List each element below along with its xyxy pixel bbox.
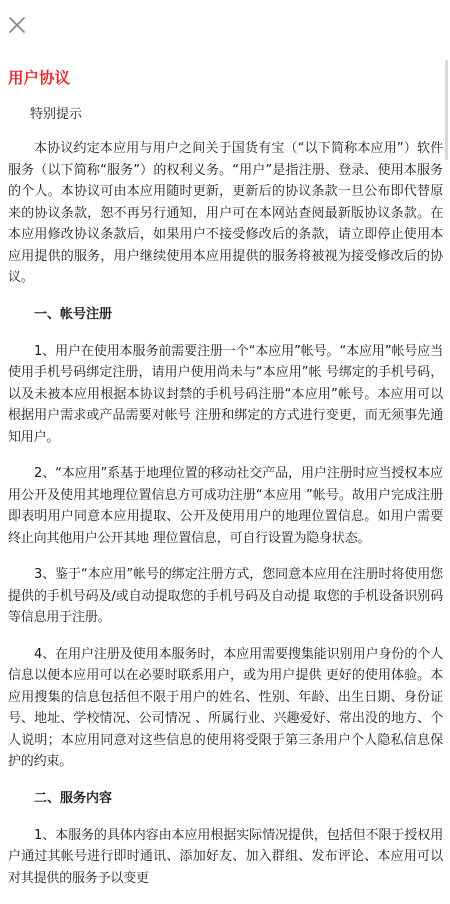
intro-paragraph: 本协议约定本应用与用户之间关于国货有宝（“以下简称本应用”）软件服务（以下简称“服务”）的权利义务。“用户”是指注册、登录、使用本服务的个人。本协议可由本应用随时更新，更新后的协议条款一旦公布即代替原来的协议条款，恕不再另行通知，用户可在本网站查阅最新版协议条款。在本应用修改协议条款后，如果用户不接受修改后的条款，请立即停止使用本应用提供的服务，用户继续使用本应用提供的服务将被视为接受修改后的协议。 — [8, 141, 443, 285]
section-heading-account: 一、帐号注册 — [34, 306, 113, 322]
account-paragraph-1: 1、用户在使用本服务前需要注册一个“本应用”帐号。“本应用”帐号应当使用手机号码绑定注册，请用户使用尚未与“本应用”帐 号绑定的手机号码，以及未被本应用根据本协议封禁的手机号码注册“本应用”帐号。本应用可以根据用户需求或产品需要对帐号 注册和绑定的方式进行变更，而无须事先通知用户。 — [8, 343, 443, 445]
page-title: 用户协议 — [8, 69, 71, 87]
notice-label: 特别提示 — [30, 107, 83, 122]
scrollbar[interactable] — [445, 60, 448, 160]
close-button[interactable] — [4, 12, 30, 38]
section-heading-service: 二、服务内容 — [34, 790, 113, 806]
account-paragraph-2: 2、“本应用”系基于地理位置的移动社交产品，用户注册时应当授权本应用公开及使用其地理位置信息方可成功注册“本应用 ”帐号。故用户完成注册即表明用户同意本应用提取、公开及使用用户的地理位置信息。如用户需要终止向其他用户公开其地 理位置信息，可自行设置为隐身状态。 — [8, 466, 443, 546]
account-paragraph-3: 3、鉴于“本应用”帐号的绑定注册方式，您同意本应用在注册时将使用您提供的手机号码及/或自动提取您的手机号码及自动提 取您的手机设备识别码等信息用于注册。 — [8, 567, 443, 625]
account-paragraph-4: 4、在用户注册及使用本服务时，本应用需要搜集能识别用户身份的个人信息以便本应用可以在必要时联系用户，或为用户提供 更好的使用体验。本应用搜集的信息包括但不限于用户的姓名、性别、年龄、出生日期、身份证号、地址、学校情况、公司情况 、所属行业、兴趣爱好、常出没的地方、个人说明；本应用同意对这些信息的使用将受限于第三条用户个人隐私信息保护的约束。 — [8, 646, 443, 769]
top-bar — [0, 0, 450, 56]
agreement-content — [8, 66, 443, 904]
close-icon — [4, 12, 30, 38]
service-paragraph-1: 1、本服务的具体内容由本应用根据实际情况提供，包括但不限于授权用户通过其帐号进行即时通讯、添加好友、加入群组、发布评论、本应用可以对其提供的服务予以变更 — [8, 827, 443, 886]
